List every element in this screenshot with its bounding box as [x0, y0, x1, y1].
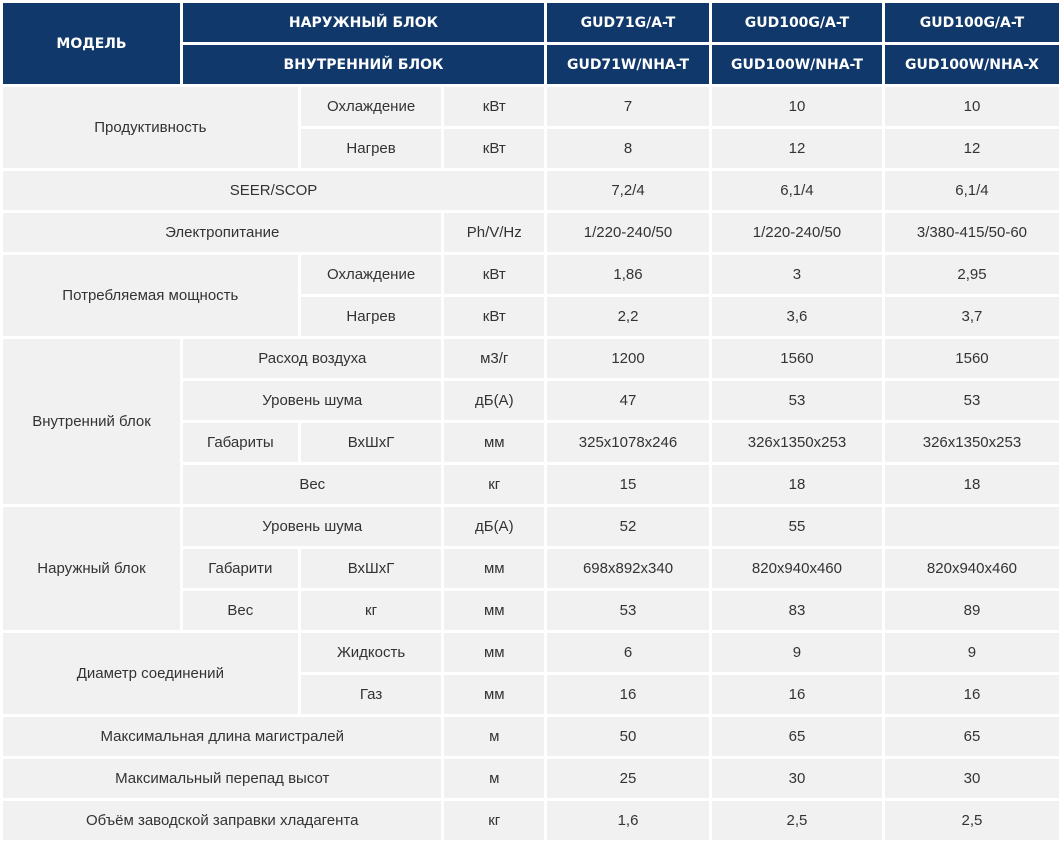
value-cell: 1/220-240/50 [547, 213, 709, 252]
power-supply-label: Электропитание [3, 213, 441, 252]
gas-label: Газ [301, 675, 442, 714]
noise-label: Уровень шума [183, 507, 441, 546]
value-cell: 1/220-240/50 [712, 213, 882, 252]
value-cell: 820x940x460 [885, 549, 1059, 588]
unit-cell: кг [444, 465, 544, 504]
capacity-label: Продуктивность [3, 87, 298, 168]
value-cell: 53 [885, 381, 1059, 420]
unit-cell: кВт [444, 255, 544, 294]
value-cell: 30 [885, 759, 1059, 798]
value-cell: 65 [885, 717, 1059, 756]
value-cell: 326x1350x253 [885, 423, 1059, 462]
max-height-label: Максимальный перепад высот [3, 759, 441, 798]
value-cell: 3,7 [885, 297, 1059, 336]
value-cell: 3 [712, 255, 882, 294]
weight-label: Вес [183, 591, 298, 630]
model-header: МОДЕЛЬ [3, 3, 180, 84]
value-cell: 6,1/4 [712, 171, 882, 210]
value-cell: 52 [547, 507, 709, 546]
value-cell: 15 [547, 465, 709, 504]
value-cell: 9 [712, 633, 882, 672]
unit-cell: м [444, 717, 544, 756]
dimensions-label: Габарити [183, 549, 298, 588]
value-cell [885, 507, 1059, 546]
unit-cell: кВт [444, 129, 544, 168]
noise-label: Уровень шума [183, 381, 441, 420]
table-row [3, 759, 1059, 798]
outdoor-unit-header: НАРУЖНЫЙ БЛОК [183, 3, 544, 42]
value-cell: 1560 [712, 339, 882, 378]
indoor-model-3: GUD100W/NHA-X [885, 45, 1059, 84]
value-cell: 820x940x460 [712, 549, 882, 588]
value-cell: 10 [885, 87, 1059, 126]
table-row [3, 801, 1059, 840]
value-cell: 2,95 [885, 255, 1059, 294]
value-cell: 2,2 [547, 297, 709, 336]
weight-sub-label: кг [301, 591, 442, 630]
outdoor-label: Наружный блок [3, 507, 180, 630]
value-cell: 53 [712, 381, 882, 420]
value-cell: 89 [885, 591, 1059, 630]
value-cell: 18 [885, 465, 1059, 504]
value-cell: 50 [547, 717, 709, 756]
indoor-label: Внутренний блок [3, 339, 180, 504]
unit-cell: кВт [444, 87, 544, 126]
dimensions-sub-label: ВхШхГ [301, 549, 442, 588]
value-cell: 18 [712, 465, 882, 504]
value-cell: 53 [547, 591, 709, 630]
unit-cell: мм [444, 591, 544, 630]
outdoor-model-2: GUD100G/A-T [712, 3, 882, 42]
unit-cell: Ph/V/Hz [444, 213, 544, 252]
value-cell: 25 [547, 759, 709, 798]
cooling-label: Охлаждение [301, 255, 442, 294]
unit-cell: мм [444, 549, 544, 588]
table-row [3, 633, 1059, 672]
heating-label: Нагрев [301, 297, 442, 336]
pipe-diameter-label: Диаметр соединений [3, 633, 298, 714]
outdoor-model-1: GUD71G/A-T [547, 3, 709, 42]
indoor-model-1: GUD71W/NHA-T [547, 45, 709, 84]
max-length-label: Максимальная длина магистралей [3, 717, 441, 756]
value-cell: 6 [547, 633, 709, 672]
table-row [3, 507, 1059, 546]
value-cell: 16 [547, 675, 709, 714]
dimensions-label: Габариты [183, 423, 298, 462]
heating-label: Нагрев [301, 129, 442, 168]
value-cell: 1560 [885, 339, 1059, 378]
unit-cell: кг [444, 801, 544, 840]
table-row [3, 213, 1059, 252]
outdoor-model-3: GUD100G/A-T [885, 3, 1059, 42]
power-input-label: Потребляемая мощность [3, 255, 298, 336]
value-cell: 326x1350x253 [712, 423, 882, 462]
value-cell: 7 [547, 87, 709, 126]
value-cell: 47 [547, 381, 709, 420]
unit-cell: м3/г [444, 339, 544, 378]
table-row [3, 717, 1059, 756]
value-cell: 1200 [547, 339, 709, 378]
unit-cell: м [444, 759, 544, 798]
value-cell: 7,2/4 [547, 171, 709, 210]
value-cell: 83 [712, 591, 882, 630]
airflow-label: Расход воздуха [183, 339, 441, 378]
value-cell: 9 [885, 633, 1059, 672]
value-cell: 8 [547, 129, 709, 168]
table-row [3, 255, 1059, 294]
unit-cell: мм [444, 423, 544, 462]
value-cell: 10 [712, 87, 882, 126]
value-cell: 1,6 [547, 801, 709, 840]
value-cell: 325x1078x246 [547, 423, 709, 462]
unit-cell: мм [444, 633, 544, 672]
value-cell: 12 [712, 129, 882, 168]
unit-cell: кВт [444, 297, 544, 336]
table-row [3, 87, 1059, 126]
value-cell: 3/380-415/50-60 [885, 213, 1059, 252]
dimensions-sub-label: ВхШхГ [301, 423, 442, 462]
value-cell: 3,6 [712, 297, 882, 336]
value-cell: 2,5 [712, 801, 882, 840]
value-cell: 65 [712, 717, 882, 756]
value-cell: 30 [712, 759, 882, 798]
table-row [3, 171, 1059, 210]
cooling-label: Охлаждение [301, 87, 442, 126]
unit-cell: мм [444, 675, 544, 714]
unit-cell: дБ(А) [444, 381, 544, 420]
unit-cell: дБ(А) [444, 507, 544, 546]
seer-label: SEER/SCOP [3, 171, 544, 210]
table-row [3, 339, 1059, 378]
value-cell: 6,1/4 [885, 171, 1059, 210]
value-cell: 55 [712, 507, 882, 546]
weight-label: Вес [183, 465, 441, 504]
value-cell: 2,5 [885, 801, 1059, 840]
refrigerant-label: Объём заводской заправки хладагента [3, 801, 441, 840]
value-cell: 16 [712, 675, 882, 714]
header-row-outdoor [3, 3, 1059, 42]
indoor-unit-header: ВНУТРЕННИЙ БЛОК [183, 45, 544, 84]
indoor-model-2: GUD100W/NHA-T [712, 45, 882, 84]
value-cell: 698x892x340 [547, 549, 709, 588]
liquid-label: Жидкость [301, 633, 442, 672]
value-cell: 1,86 [547, 255, 709, 294]
value-cell: 16 [885, 675, 1059, 714]
value-cell: 12 [885, 129, 1059, 168]
